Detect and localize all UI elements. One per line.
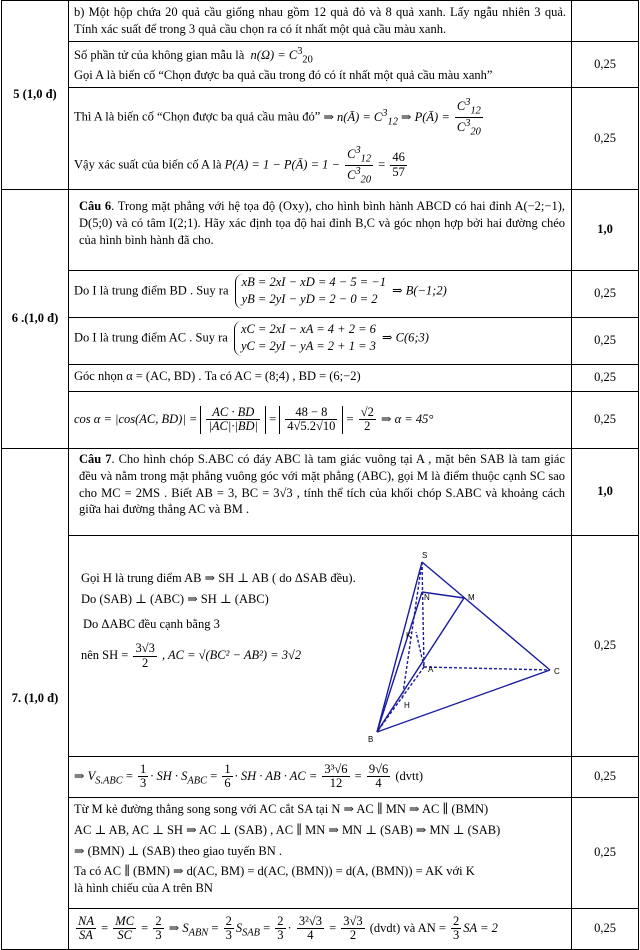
edge-SC — [422, 562, 550, 670]
q5-sample-space-line: Số phần tử của không gian mẫu là $n(\Omega) = C^3_{20}$ — [74, 45, 313, 66]
q6-step-C: Do I là trung điểm AC . Suy ra xC = 2xI − xA = 4 + 2 = 6 yC = 2yI − yA = 2 + 1 = 3 ⇒ C(6;3) 0,25 — [2, 317, 639, 364]
fig-label-C: C — [554, 666, 560, 676]
q7-a4: nên SH = $\frac{3√3}{2}$ , AC = √(BC² − AB²) = 3√2 — [81, 641, 302, 671]
q6-step-B: Do I là trung điểm BD . Suy ra xB = 2xI − xD = 4 − 5 = −1 yB = 2yI − yD = 2 − 0 = 2 ⇒ B(−1;2) 0,25 — [2, 270, 639, 317]
q6-score-total: 1,0 — [572, 189, 639, 270]
q5-problem: b) Một hộp chứa 20 quả cầu giống nhau gồm 12 quả đỏ và 8 quả xanh. Lấy ngẫu nhiên 3 quả. Tính xác suất để trong 3 quả cầu chọn ra có ít nhất một quả cầu màu xanh. — [69, 1, 572, 42]
q7-score-total: 1,0 — [572, 448, 639, 535]
q7-label: 7. (1,0 đ) — [2, 448, 69, 949]
q7-volume-row: ⇒ $V_{S.ABC}$ = $\frac{1}{3}$ · SH · $S_{ABC}$ = $\frac{1}{6}$ · SH · AB · AC = $\frac{\text{3³√6}}{12}$ = $\frac{9√6}{4}$ (dvtt) 0,25 — [2, 756, 639, 797]
q6-angle-text: Góc nhọn α = (AC, BD) . Ta có AC = (8;4) , BD = (6;−2) — [69, 364, 572, 391]
q7-score-2: 0,25 — [572, 756, 639, 797]
q7-score-1: 0,25 — [572, 535, 639, 756]
pyramid-figure — [362, 542, 567, 752]
q7-problem: . Cho hình chóp S.ABC có đáy ABC là tam giác vuông tại A , mặt bên SAB là tam giác đều và nằm trong mặt phẳng vuông góc với mặt phẳng (ABC), gọi M là điểm thuộc cạnh SC sao cho MC = 2MS . Biết AB = 3, BC = 3√3 , tính thể tích của khối chóp S.ABC và khoảng cách giữa hai đường thẳng AC và BM . — [79, 451, 565, 517]
edge-SB — [377, 562, 422, 732]
q7-distance-row — [2, 797, 639, 908]
line-BM — [377, 598, 464, 732]
q6-score-1: 0,25 — [572, 270, 639, 317]
fig-label-M: M — [468, 592, 475, 602]
q7-area-row: $\frac{NA}{SA}$ = $\frac{MC}{SC}$ = $\frac{2}{3}$ ⇒ $S_{ABN}$ = $\frac{2}{3}$ $S_{SAB}$ = $\frac{2}{3}$ · $\frac{\text{3²√3}}{4}$ = $\frac{3√3}{2}$ (dvdt) và AN = $\frac{2}{3}$ SA = 2 0,25 — [2, 908, 639, 949]
q5-score-2: 0,25 — [572, 88, 639, 189]
q6-step-cos: cos α = |cos(AC, BD)| = $\frac{AC \cdot BD}{|AC|\cdot|BD|}$ = $\frac{48 - 8}{4√5.2√10}$ = $\frac{√2}{2}$ ⇒ α = 45° 0,25 — [2, 391, 639, 448]
q7-figure-row — [2, 535, 639, 756]
edge-SA — [422, 562, 424, 667]
q7-title: Câu 7 — [79, 451, 112, 466]
q5-event-def: Gọi A là biến cố “Chọn được ba quả cầu trong đó có ít nhất một quả cầu màu xanh” — [74, 68, 493, 83]
q6-label: 6 .(1,0 đ) — [2, 189, 69, 448]
q6-score-2: 0,25 — [572, 317, 639, 364]
q7-score-3: 0,25 — [572, 797, 639, 908]
q7-b2: AC ⊥ AB, AC ⊥ SH ⇒ AC ⊥ (SAB) , AC ∥ MN ⇒ MN ⊥ (SAB) ⇒ MN ⊥ (SAB) — [74, 822, 501, 837]
q5-complement-line: Thì A là biến cố “Chọn được ba quả cầu màu đỏ” ⇒ n(Ā) = $C^3_{12}$ ⇒ P(Ā) = $\frac{C^3_{12}}{C^3_{20}}$ — [74, 97, 481, 139]
q7-a1: Gọi H là trung điểm AB ⇒ SH ⊥ AB ( do ΔSAB đều). — [81, 570, 356, 585]
q5-probability-line: Vậy xác suất của biến cố A là P(A) = 1 − P(Ā) = 1 − $\frac{C^3_{12}}{C^3_{20}}$ = $\frac{46}{57}$ — [74, 144, 405, 186]
q5-label: 5 (1,0 đ) — [2, 1, 69, 190]
q7-a2: Do (SAB) ⊥ (ABC) ⇒ SH ⊥ (ABC) — [81, 591, 269, 606]
fig-label-K: K — [406, 630, 412, 640]
q7-b3: ⇒ (BMN) ⊥ (SAB) theo giao tuyến BN . — [74, 843, 282, 858]
edge-AC — [424, 667, 550, 670]
fig-label-A: A — [428, 664, 434, 674]
q7-b5: là hình chiếu của A trên BN — [74, 881, 213, 896]
q5-row-sample-space — [2, 41, 639, 88]
fig-label-B: B — [368, 734, 374, 744]
q7-score-4: 0,25 — [572, 908, 639, 949]
q6-problem-row — [2, 189, 639, 270]
q6-problem: . Trong mặt phẳng với hệ tọa độ (Oxy), cho hình bình hành ABCD có hai đỉnh A(−2;−1), D(5;0) và có tâm I(2;1). Hãy xác định tọa độ hai đỉnh B,C và góc nhọn hợp bởi hai đường chéo của hình bình hành đã cho. — [79, 198, 565, 247]
fig-label-H: H — [404, 700, 410, 710]
q5-row-complement — [2, 88, 639, 189]
q5-score-empty — [572, 1, 639, 42]
edge-BC — [377, 670, 550, 732]
q6-title: Câu 6 — [79, 198, 112, 213]
q7-problem-row — [2, 448, 639, 535]
fig-label-S: S — [422, 550, 428, 560]
answer-key-table — [1, 0, 639, 950]
q6-score-3: 0,25 — [572, 364, 639, 391]
q7-b4: Ta có AC ∥ (BMN) ⇒ d(AC, BM) = d(AC, (BMN)) = d(A, (BMN)) = AK với K — [74, 864, 475, 879]
q7-a3: Do ΔABC đều cạnh bằng 3 — [83, 616, 220, 631]
q6-score-4: 0,25 — [572, 391, 639, 448]
q5-score-1: 0,25 — [572, 41, 639, 88]
q6-step-angle — [2, 364, 639, 391]
q5-intro-row — [2, 1, 639, 42]
fig-label-N: N — [424, 592, 430, 602]
q7-b1: Từ M kẻ đường thẳng song song với AC cắt SA tại N ⇒ AC ∥ MN ⇒ AC ∥ (BMN) — [74, 801, 489, 816]
